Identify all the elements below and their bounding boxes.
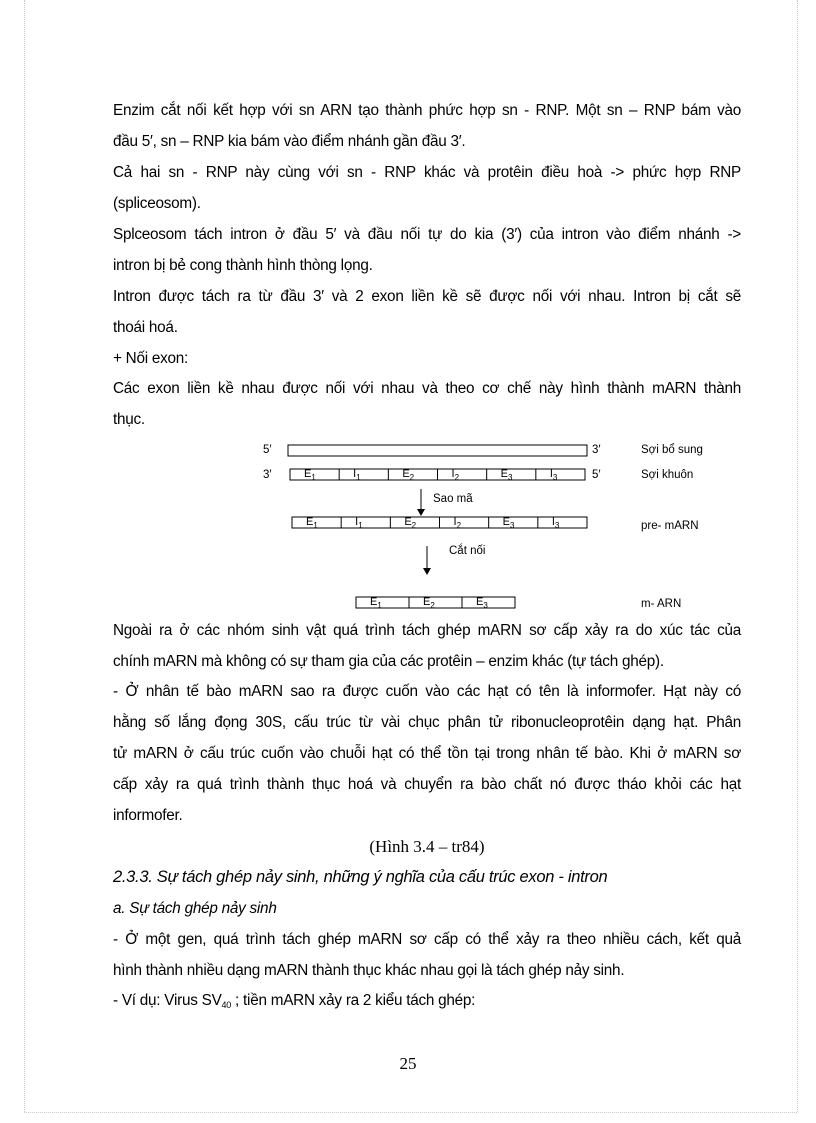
body-text: Ngoài ra ở các nhóm sinh vật quá trình tách ghép mARN sơ cấp xảy ra do xúc tác của [113,622,741,639]
body-text: Intron được tách ra từ đầu 3′ và 2 exon liền kề sẽ được nối với nhau. Intron bị cắt sẽ [113,288,741,305]
body-text: hình thành nhiều dạng mARN thành thục khác nhau gọi là tách ghép nảy sinh. [113,962,625,979]
body-text: Các exon liền kề nhau được nối với nhau và theo cơ chế này hình thành mARN thành [113,380,741,397]
exon-label: $E_3$ [476,596,488,610]
arrow-head [423,568,431,575]
exon-label: $E_3$ [500,468,513,482]
intron-label: $I_1$ [355,516,363,530]
exon-label: $E_2$ [404,516,417,530]
body-text: intron bị bẻ cong thành hình thòng lọng. [113,257,373,274]
five-prime-label: 5′ [592,469,601,481]
intron-label: $I_3$ [549,468,558,482]
section-heading: 2.3.3. Sự tách ghép nảy sinh, những ý nghĩa của cấu trúc exon - intron [113,868,608,886]
body-text: - Ví dụ: Virus $SV_{40}$ ; tiền mARN xảy ra 2 kiểu tách ghép: [113,992,476,1010]
exon-label: $E_1$ [304,468,316,482]
complementary-strand [288,445,587,456]
intron-label: $I_1$ [353,468,361,482]
body-text: cấp xảy ra quá trình thành thục hoá và chuyển ra bào chất nó được tháo khỏi các hạt [113,776,741,793]
exon-label: $E_3$ [502,516,515,530]
page-number: 25 [399,1054,417,1073]
exon-label: $E_1$ [370,596,382,610]
body-text: Cả hai sn - RNP này cùng với sn - RNP khác và protêin điều hoà -> phức hợp RNP [113,164,741,181]
complementary-strand-label: Sợi bổ sung [641,444,703,456]
body-text: (spliceosom). [113,195,201,212]
pre-mrna-label: pre- mARN [641,520,699,532]
body-text: informofer. [113,807,183,824]
body-text: - Ở nhân tế bào mARN sao ra được cuốn vào các hạt có tên là informofer. Hạt này có [113,683,741,700]
splicing-step-label: Cắt nối [449,545,486,557]
body-text: + Nối exon: [113,350,189,367]
intron-label: $I_3$ [551,516,560,530]
body-text: Enzim cắt nối kết hợp với sn ARN tạo thành phức hợp sn - RNP. Một sn – RNP bám vào [113,102,741,119]
body-text: hằng số lắng đọng 30S, cấu trúc từ vài chục phân tử ribonucleoprotêin dạng hạt. Phân [113,714,741,731]
body-text: thục. [113,411,145,428]
five-prime-label: 5′ [263,444,272,456]
mature-mrna-label: m- ARN [641,598,682,610]
body-text: - Ở một gen, quá trình tách ghép mARN sơ cấp có thể xảy ra theo nhiều cách, kết quả [113,931,741,948]
body-text: tử mARN ở cấu trúc cuốn vào chuỗi hạt có thể tồn tại trong nhân tế bào. Khi ở mARN sơ [113,745,741,762]
figure-reference: (Hình 3.4 – tr84) [369,837,485,856]
body-text: thoái hoá. [113,319,178,336]
three-prime-label: 3′ [592,444,601,456]
body-text: đầu 5′, sn – RNP kia bám vào điểm nhánh gần đầu 3′. [113,133,466,150]
exon-label: $E_1$ [306,516,318,530]
three-prime-label: 3′ [263,469,272,481]
exon-label: $E_2$ [402,468,415,482]
exon-label: $E_2$ [423,596,435,610]
body-text: Splceosom tách intron ở đầu 5′ và đầu nối tự do kia (3′) của intron vào điểm nhánh -> [113,226,741,243]
body-text: chính mARN mà không có sự tham gia của các protêin – enzim khác (tự tách ghép). [113,653,664,670]
arrow-head [417,509,425,516]
template-strand-label: Sợi khuôn [641,469,694,481]
intron-label: $I_2$ [451,468,460,482]
transcription-step-label: Sao mã [433,493,473,505]
intron-label: $I_2$ [453,516,462,530]
subsection-heading: a. Sự tách ghép nảy sinh [113,900,277,917]
